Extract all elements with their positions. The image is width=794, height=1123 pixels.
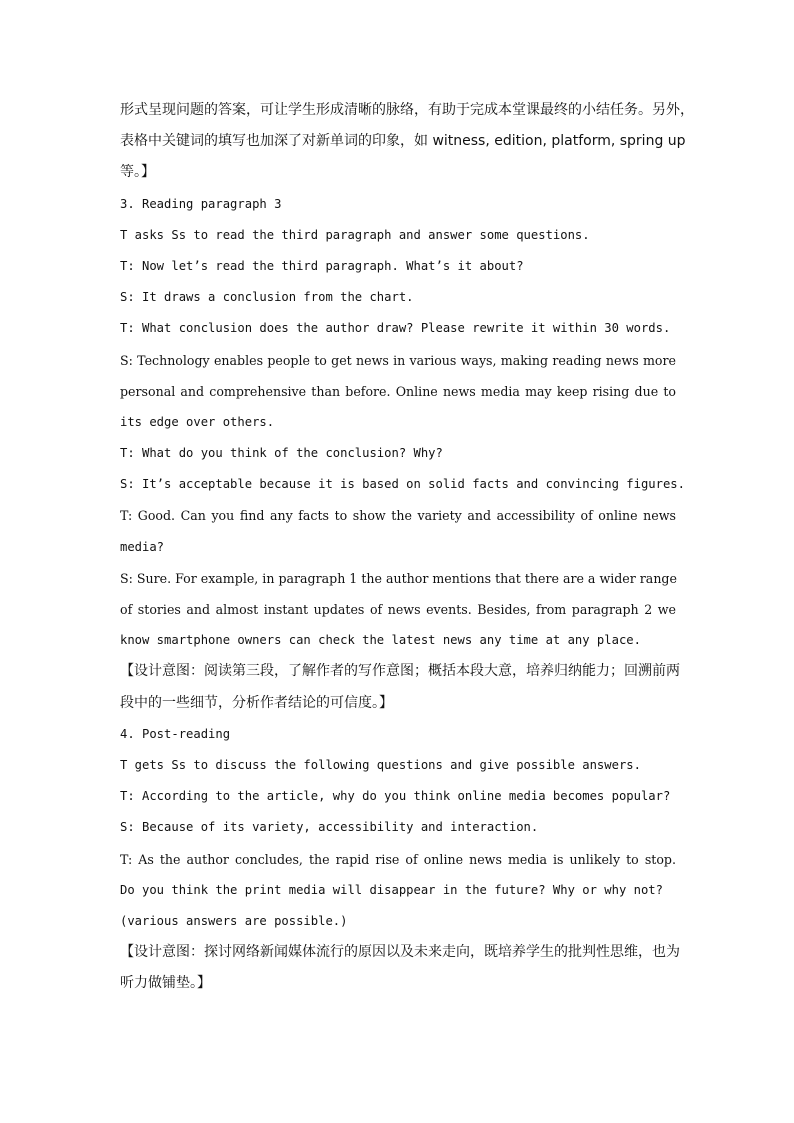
dialogue-line-student-2c: its edge over others. <box>120 414 275 429</box>
dialogue-line-student-1: S: It draws a conclusion from the chart. <box>120 290 414 305</box>
dialogue-line-teacher-3: T: What do you think of the conclusion? Why? <box>120 446 443 461</box>
text-line-1: 形式呈现问题的答案，可让学生形成清晰的脉络，有助于完成本堂课最终的小结任务。另外， <box>120 102 694 118</box>
dialogue-line-teacher-2: T: What conclusion does the author draw? Please rewrite it within 30 words. <box>120 321 671 336</box>
dialogue-line-student-4b: of stories and almost instant updates of news events. Besides, from paragraph 2 we <box>120 602 676 617</box>
text-line-3: 等。】 <box>120 164 155 181</box>
document-page <box>120 95 694 999</box>
dialogue-line-student-4a: S: Sure. For example, in paragraph 1 the author mentions that there are a wider range <box>120 570 677 586</box>
dialogue-line-teacher-4a: T: Good. Can you find any facts to show the variety and accessibility of online news <box>120 508 676 524</box>
dialogue-line-teacher-5: T: According to the article, why do you think online media becomes popular? <box>120 789 671 804</box>
dialogue-line-teacher-4b: media? <box>120 539 165 554</box>
dialogue-line-teacher-6b: Do you think the print media will disappear in the future? Why or why not? <box>120 882 663 897</box>
dialogue-line-student-3: S: It’s acceptable because it is based on solid facts and convincing figures. <box>120 477 685 492</box>
design-intent-1b: 段中的一些细节，分析作者结论的可信度。】 <box>120 694 393 711</box>
design-intent-2a: 【设计意图：探讨网络新闻媒体流行的原因以及未来走向，既培养学生的批判性思维，也为 <box>120 944 680 961</box>
design-intent-1a: 【设计意图：阅读第三段，了解作者的写作意图；概括本段大意，培养归纳能力；回溯前两 <box>120 663 680 680</box>
design-intent-2b: 听力做铺垫。】 <box>120 975 211 992</box>
note-various-answers: (various answers are possible.) <box>120 913 348 928</box>
dialogue-line-student-2a: S: Technology enables people to get news in various ways, making reading news more <box>120 352 676 368</box>
text-line-2: 表格中关键词的填写也加深了对新单词的印象，如 witness, edition, platform, spring up <box>120 133 686 150</box>
dialogue-line-student-4c: know smartphone owners can check the latest news any time at any place. <box>120 633 641 648</box>
dialogue-line-teacher-1: T: Now let’s read the third paragraph. What’s it about? <box>120 258 524 273</box>
dialogue-line-teacher-6a: T: As the author concludes, the rapid rise of online news media is unlikely to stop. <box>120 851 676 867</box>
text-line-5: T asks Ss to read the third paragraph and answer some questions. <box>120 227 590 242</box>
text-line-22: T gets Ss to discuss the following questions and give possible answers. <box>120 757 641 772</box>
section-heading-reading-paragraph-3: 3. Reading paragraph 3 <box>120 196 282 211</box>
dialogue-line-student-2b: personal and comprehensive than before. Online news media may keep rising due to <box>120 383 676 399</box>
section-heading-post-reading: 4. Post-reading <box>120 726 231 741</box>
dialogue-line-student-5: S: Because of its variety, accessibility and interaction. <box>120 820 539 835</box>
